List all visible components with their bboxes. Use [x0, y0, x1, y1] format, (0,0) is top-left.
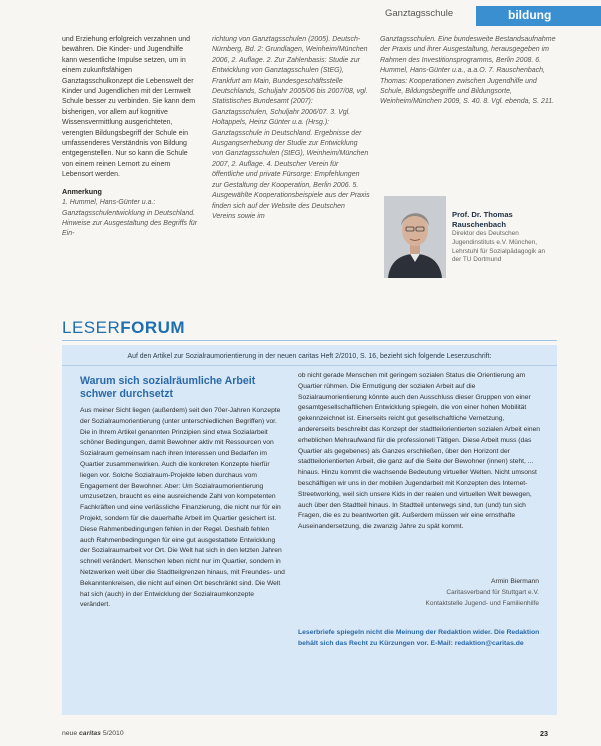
- footer-issue: 5/2010: [102, 730, 124, 737]
- forum-intro: Auf den Artikel zur Sozialraumorientierung in der neuen caritas Heft 2/2010, S. 16, bezieht sich folgende Leserzuschrift:: [127, 353, 492, 360]
- author-photo: [384, 196, 446, 278]
- letter-signature-place: Kontaktstelle Jugend- und Familienhilfe: [425, 600, 539, 607]
- forum-title-bold: FORUM: [120, 318, 186, 337]
- article-column-1: [62, 35, 200, 240]
- letter-signature-org: Caritasverband für Stuttgart e.V.: [446, 589, 539, 596]
- forum-intro-divider: [62, 365, 557, 366]
- annotation-notes-3: Ganztagsschulen. Eine bundesweite Bestandsaufnahme der Praxis und ihrer Ausgestaltung, herausgegeben im Rahmen des Investitionsprogramms, Berlin 2008. 6. Hummel, Hans-Günter u.a., a.a.O. 7. Rauschenbach, Thomas: Kooperationen zwischen Jugendhilfe und Schule, Bildungsbegriffe und Bildungsorte, Weinheim/München 2009, S. 40. 8. Vgl. ebenda, S. 211.: [380, 36, 556, 106]
- annotation-notes-1: 1. Hummel, Hans-Günter u.a.: Ganztagsschulentwicklung in Deutschland. Hinweise zur Ausgestaltung des Begriffs für Ein-: [62, 199, 198, 238]
- author-portrait-image: [384, 196, 446, 278]
- brand-label: bildung: [508, 8, 552, 22]
- forum-disclaimer: Leserbriefe spiegeln nicht die Meinung der Redaktion wider. Die Redaktion behält sich das Recht zu Kürzungen vor. E-Mail: redaktion@caritas.de: [298, 629, 540, 647]
- author-name: Prof. Dr. Thomas Rauschenbach: [452, 210, 513, 229]
- footer-magazine-prefix: neue: [62, 730, 78, 737]
- author-bio: Direktor des Deutschen Jugendinstituts e.V. München, Lehrstuhl für Sozialpädagogik an der TU Dortmund: [452, 230, 546, 264]
- page-number: 23: [540, 729, 548, 738]
- article-paragraph: und Erziehung erfolgreich verzahnen und bewähren. Die Kinder- und Jugendhilfe kann wesentliche Impulse setzen, um in einem zukunftsfähigen Ganztagsschulkonzept die Lebenswelt der Kinder und Jugendlichen mit der Lernwelt Schule besser zu verbinden. Sie kann dem bisherigen, vor allem auf kognitive Wissensvermittlung ausgerichteten, verengten Bildungsbegriff der Schule ein umfassenderes Verständnis von Bildung entgegenstellen. Nur so kann die Schule von einem reinen Lernort zu einem Lebensort werden.: [62, 36, 196, 179]
- annotation-heading: Anmerkung: [62, 186, 102, 196]
- footer-magazine-name: caritas: [79, 730, 101, 737]
- annotation-notes-2: richtung von Ganztagsschulen (2005). Deutsch-Nürnberg, Bd. 2: Grundlagen, Weinheim/München 2006, 2. Auflage. 2. Zur Zahlenbasis: Studie zur Entwicklung von Ganztagsschulen (StEG), Frankfurt am Main, Bundesgeschäftsstelle Deutschlands, Schuljahr 2005/06 bis 2007/08, vgl. Statistisches Bundesamt (2007): Ganztagsschulen, Schuljahr 2006/07. 3. Vgl. Holtappels, Heinz Günter u.a. (Hrsg.): Ganztagsschule in Deutschland. Ergebnisse der Ausgangserhebung der Studie zur Entwicklung von Ganztagsschulen (StEG), Weinheim/München 2007, 2. Auflage. 4. Deutscher Verein für öffentliche und private Fürsorge: Empfehlungen zur Gestaltung der Kooperation, Berlin 2006. 5. Ausgewählte Kooperationsbeispiele aus der Praxis finden sich auf der Website des Deutschen Vereins sowie im: [212, 36, 370, 220]
- letter-column-1: Aus meiner Sicht liegen (außerdem) seit den 70er-Jahren Konzepte der Sozialraumorientierung (unter unterschiedlichen Begriffen) vor. Die in Ihrem Artikel genannten Prinzipien sind etwa Sozialarbeit schöner Bedingungen, damit Bewohner aktiv mit Ressourcen von Sozialraum gemeinsam nach ihren Interessen und Bedarfen im Quartier zusammenwirken. Auch die konkreten Konzepte hierfür liegen vor. Solche Sozialraum-Projekte leben durchaus vom Engagement der Bewohner. Aber: Um Sozialraumorientierung umzusetzen, braucht es eine ausreichende Zahl von kompetenten Fachkräften und eine verlässliche Finanzierung, die nicht nur für ein Projekt, sondern für die dauerhafte Arbeit im Quartier gesichert ist. Diese Rahmenbedingungen fehlen in der Regel. Deshalb fehlen auch Rahmenbedingungen für eine gut ausgestattete Entwicklung der Sozialraumarbeit vor Ort. Die Welt hat sich in den letzten Jahren schnell verändert. Menschen leben nicht nur im Quartier, sondern in Netzwerken weit über die Stadtteilgrenzen hinaus, mit Freundes- und Bekanntenkreisen, die nicht auf einen Ort beschränkt sind. Die Welt hat sich (auch) in der Entwicklung der Sozialraumkonzepte verändert.: [80, 407, 285, 609]
- section-label: Ganztagsschule: [385, 8, 454, 19]
- letter-title: Warum sich sozialräumliche Arbeit schwer durchsetzt: [80, 375, 256, 400]
- forum-divider: [62, 340, 557, 341]
- forum-title-light: LESER: [62, 318, 121, 337]
- forum-title: [62, 318, 185, 338]
- letter-signature-name: Armin Biermann: [491, 578, 539, 585]
- footer-magazine: [62, 730, 124, 737]
- letter-column-2: ob nicht gerade Menschen mit geringem sozialen Status die Orientierung am Quartier rühmen. Die Ermutigung der sozialen Arbeit auf die Sozialraumorientierung könnte auch den Ausschluss dieser Gruppen von einer gesamtgesellschaftlichen Entwicklung spiegeln, die von einer hohen Mobilität gekennzeichnet ist. Einerseits reicht gut gesellschaftliche Vernetzung, andererseits beschreibt das Konzept der stadtteilorientierten sozialen Arbeit einen erheblichen Mehraufwand für die professionell Tätigen. Diese Arbeit muss (das Quartier als gegebenes) als Ganzes erschließen, über den Horizont der stadtteilorientierten Arbeit, die ganz auf die Seite der Bewohner (innen) steht, ... hinaus. Hinzu kommt die wachsende Bedeutung virtueller Welten. Nicht umsonst beschäftigen wir uns in der mobilen Jugendarbeit mit Konzepten des Internet-Streetworking, weil sich unsere Kids in der realen und virtuellen Welt bewegen, auch über den Stadtteil hinaus. In Stadtteil unterwegs sind, tun (und) tun sich Fragen, die es zu beantworten gilt. Außerdem müssen wir eine ernsthafte Auseinandersetzung, die zwanzig Jahre zu spät kommt.: [298, 372, 541, 531]
